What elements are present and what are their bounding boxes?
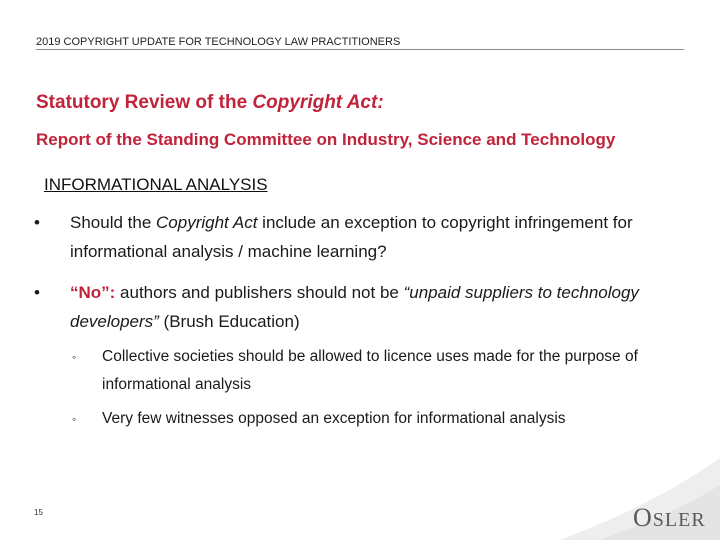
bullet-text-italic: “unpaid suppliers to technology developers” (70, 283, 639, 331)
bullet-text-pre: Should the (70, 213, 157, 232)
slide-title-italic: Copyright Act: (252, 92, 384, 113)
slide-title-prefix: Statutory Review of the (36, 92, 253, 113)
bullet-item (34, 278, 674, 336)
osler-logo (633, 503, 706, 533)
bullet-text-post: (Brush Education) (158, 312, 300, 331)
bullet-text-pre: authors and publishers should not be (115, 283, 404, 302)
bullet-marker: • (34, 213, 40, 232)
sub-bullet-marker: ◦ (72, 412, 77, 426)
section-heading: INFORMATIONAL ANALYSIS (44, 175, 268, 194)
bullet-marker: • (34, 283, 40, 302)
page-number: 15 (34, 508, 43, 517)
footer-wave-decoration (0, 440, 720, 540)
logo-rest: SLER (652, 509, 706, 531)
slide-subtitle: Report of the Standing Committee on Industry, Science and Technology (36, 130, 616, 149)
sub-bullet-item (72, 405, 682, 433)
sub-bullet-text: Collective societies should be allowed to licence uses made for the purpose of informational analysis (102, 348, 638, 393)
header-title: 2019 COPYRIGHT UPDATE FOR TECHNOLOGY LAW PRACTITIONERS (36, 36, 401, 48)
bullet-text-emphasis: “No”: (70, 283, 116, 302)
bullet-text (70, 208, 674, 266)
logo-initial: O (633, 503, 653, 532)
slide-title (36, 92, 384, 114)
bullet-text (70, 278, 674, 336)
bullet-text-post: include an exception to copyright infringement for informational analysis / machine learning? (70, 213, 633, 261)
sub-bullet-item (72, 343, 682, 399)
sub-bullet-marker: ◦ (72, 350, 77, 364)
sub-bullet-text: Very few witnesses opposed an exception for informational analysis (102, 410, 566, 427)
bullet-text-italic: Copyright Act (156, 213, 258, 232)
bullet-item (34, 208, 674, 266)
header-divider (36, 49, 684, 50)
